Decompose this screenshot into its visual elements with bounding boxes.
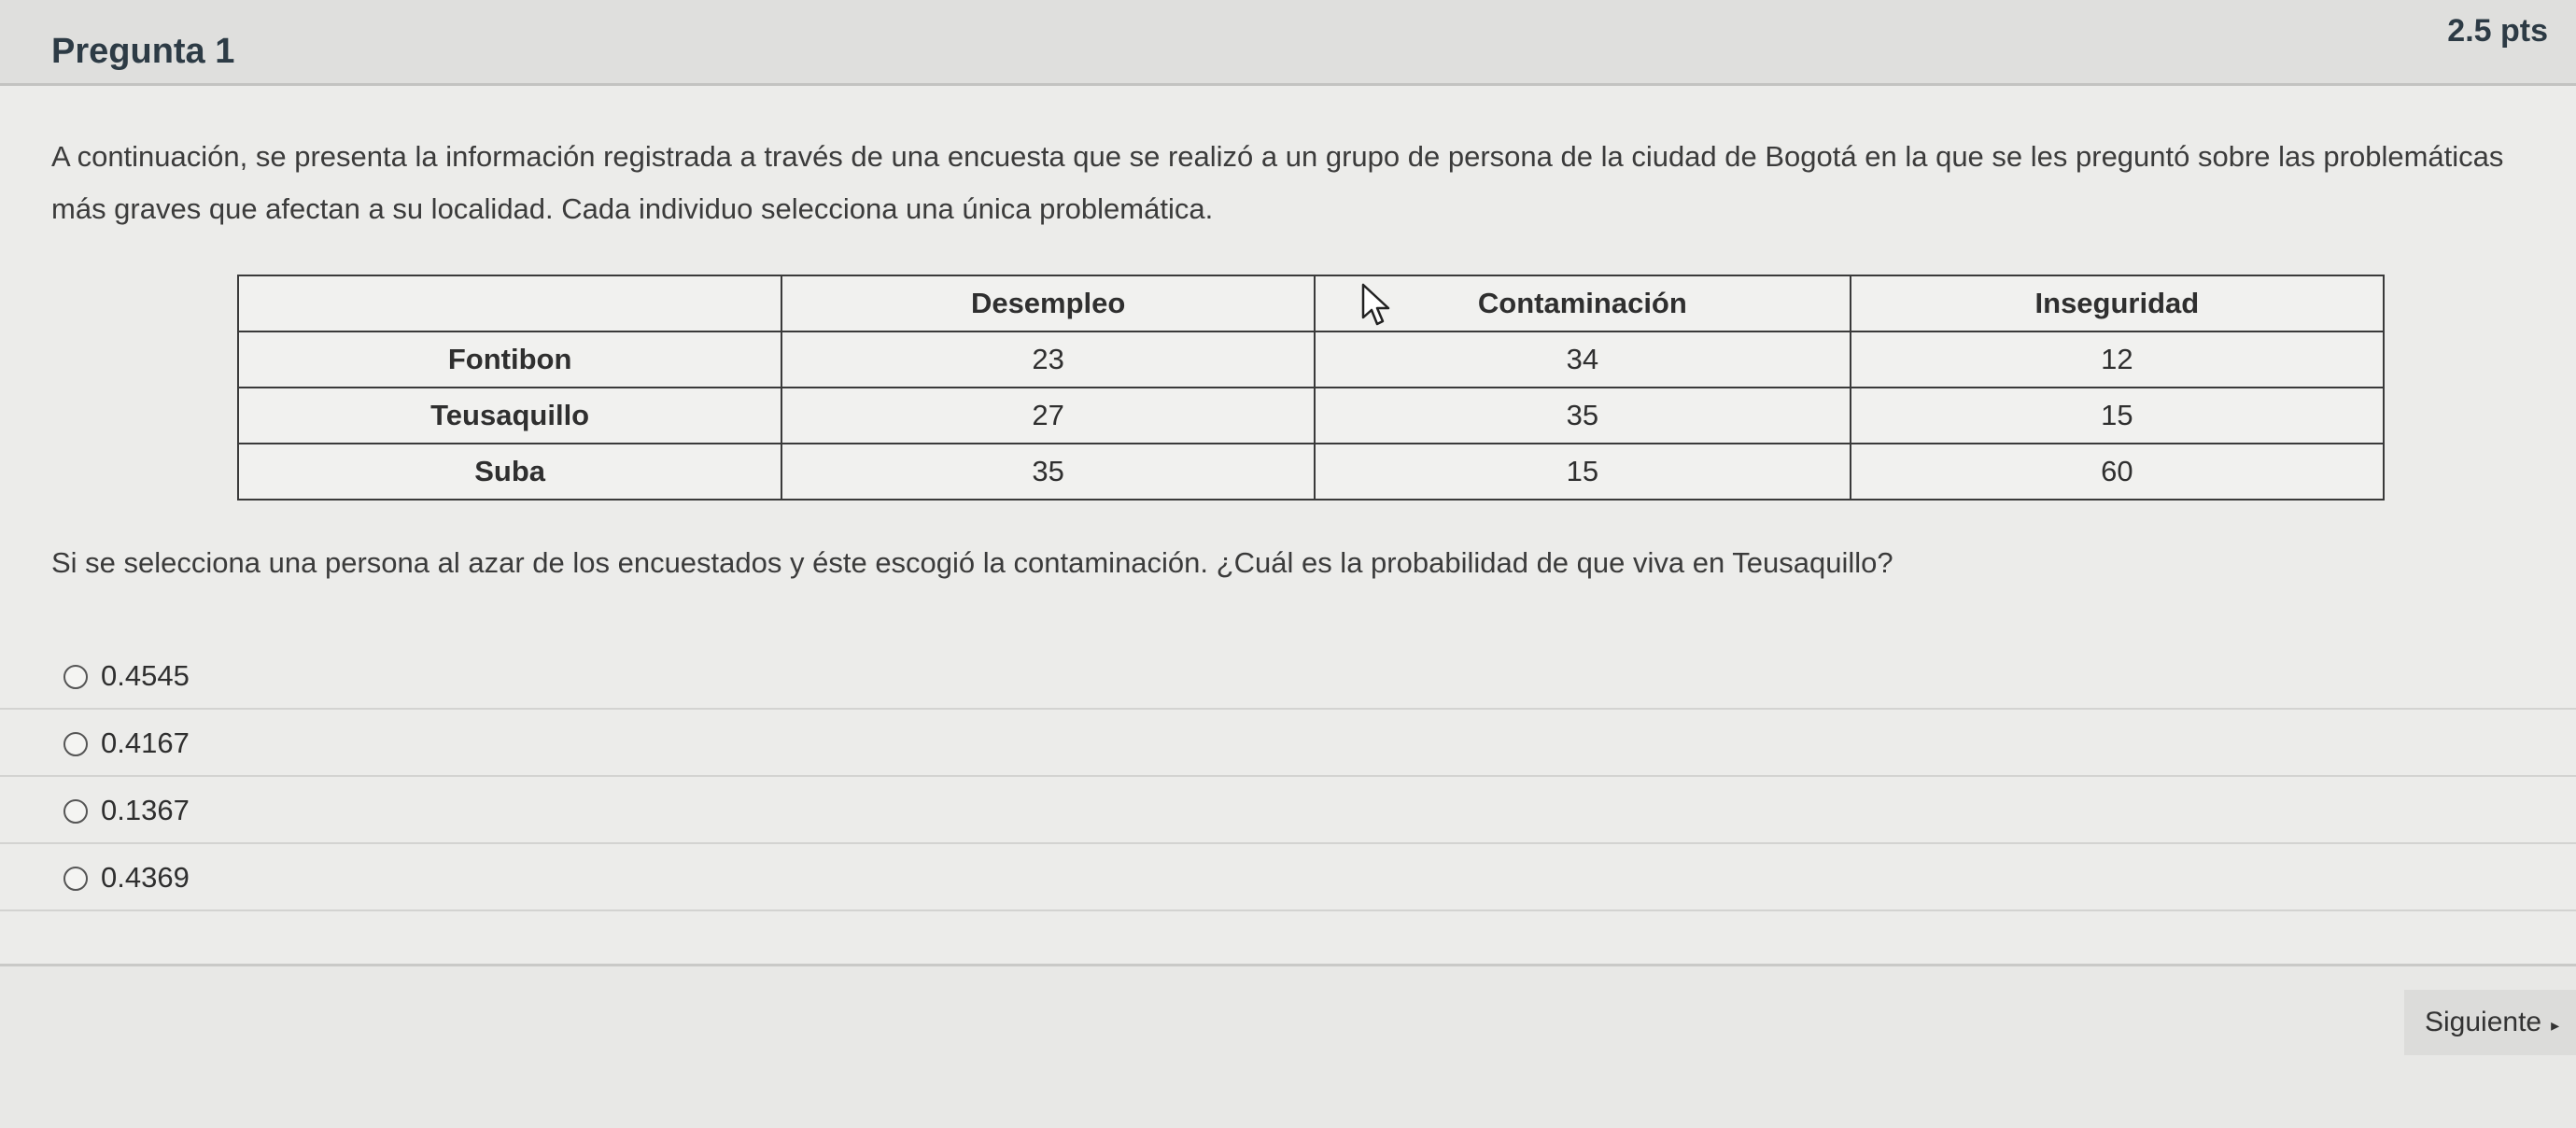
radio-button[interactable] <box>63 867 88 891</box>
table-header-contaminacion: Contaminación <box>1315 275 1851 331</box>
radio-button[interactable] <box>63 799 88 824</box>
answer-option[interactable] <box>0 710 2576 777</box>
answer-option[interactable] <box>0 642 2576 710</box>
question-header <box>0 0 2576 86</box>
question-intro-text: A continuación, se presenta la información registrada a través de una encuesta que se realizó a un grupo de persona de la ciudad de Bogotá en la que se les preguntó sobre las problemáticas más graves que afectan a su localidad. Cada individuo selecciona una única problemática. <box>51 140 2504 225</box>
table-header-inseguridad: Inseguridad <box>1851 275 2384 331</box>
answer-list <box>0 642 2576 911</box>
table-cell: 15 <box>1315 444 1851 500</box>
table-cell: 27 <box>781 388 1315 444</box>
next-button[interactable] <box>2404 990 2576 1055</box>
table-cell: 34 <box>1315 331 1851 388</box>
question-title: Pregunta 1 <box>51 32 235 71</box>
survey-table <box>237 275 2385 501</box>
table-cell: 35 <box>781 444 1315 500</box>
table-header-empty <box>238 275 781 331</box>
answer-label[interactable]: 0.4545 <box>101 659 190 692</box>
answer-option[interactable] <box>0 777 2576 844</box>
answer-label[interactable]: 0.1367 <box>101 794 190 826</box>
table-row-label: Teusaquillo <box>238 388 781 444</box>
table-header-row <box>238 275 2384 331</box>
table-cell: 35 <box>1315 388 1851 444</box>
answer-option[interactable] <box>0 844 2576 911</box>
question-prompt-text: Si se selecciona una persona al azar de los encuestados y éste escogió la contaminación. ¿Cuál es la probabilidad de que viva en Teusaquillo? <box>51 546 1893 579</box>
table-row <box>238 388 2384 444</box>
table-cell: 60 <box>1851 444 2384 500</box>
radio-button[interactable] <box>63 732 88 756</box>
table-row <box>238 331 2384 388</box>
table-cell: 12 <box>1851 331 2384 388</box>
question-points: 2.5 pts <box>2447 13 2548 49</box>
table-row <box>238 444 2384 500</box>
answer-label[interactable]: 0.4167 <box>101 726 190 759</box>
table-header-desempleo: Desempleo <box>781 275 1315 331</box>
next-button-label: Siguiente <box>2425 1007 2542 1037</box>
table-row-label: Fontibon <box>238 331 781 388</box>
table-cell: 15 <box>1851 388 2384 444</box>
answer-label[interactable]: 0.4369 <box>101 861 190 894</box>
table-row-label: Suba <box>238 444 781 500</box>
triangle-right-icon: ▸ <box>2551 1016 2560 1035</box>
mouse-cursor-icon <box>1359 282 1397 329</box>
radio-button[interactable] <box>63 665 88 689</box>
table-cell: 23 <box>781 331 1315 388</box>
